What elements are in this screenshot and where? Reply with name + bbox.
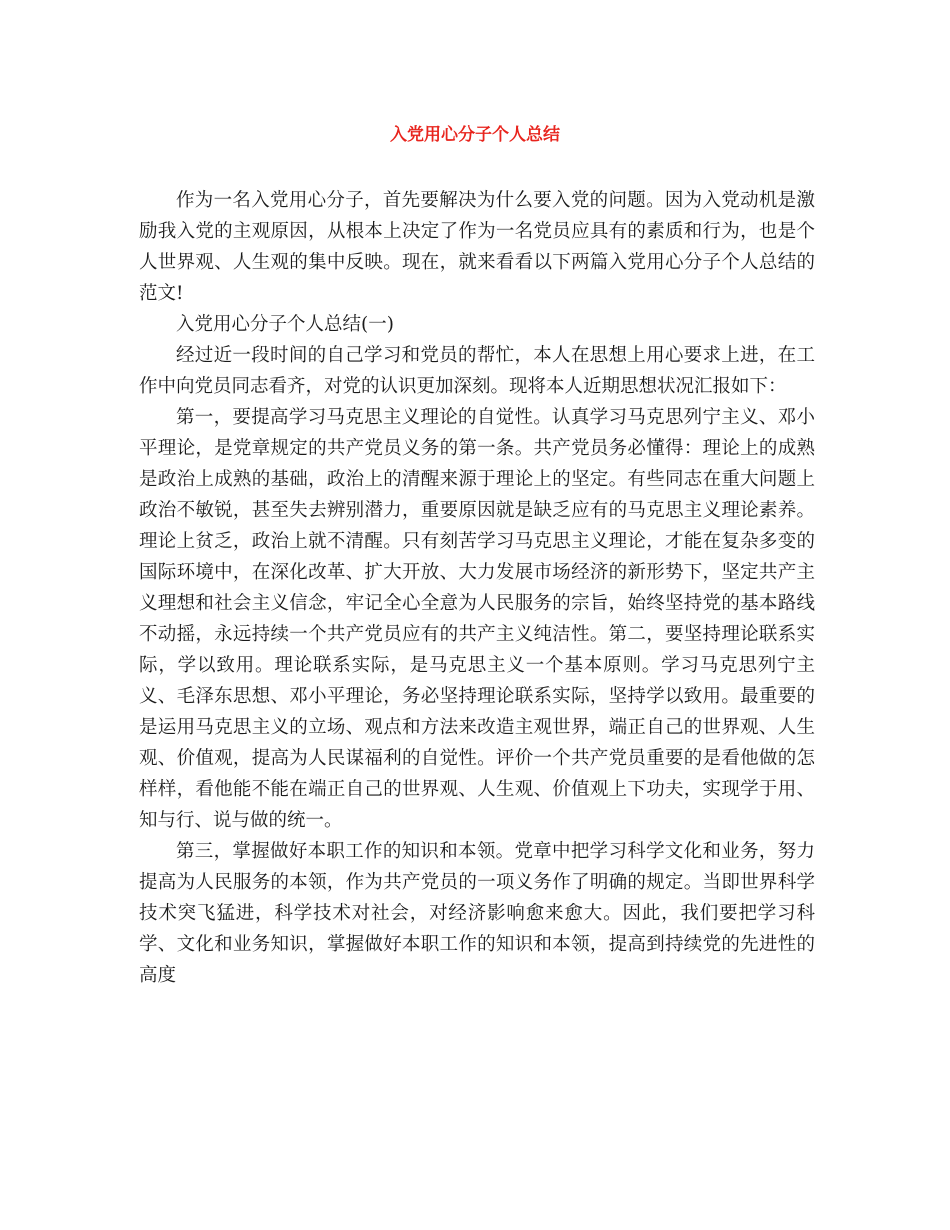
paragraph-first-second-points: 第一，要提高学习马克思主义理论的自觉性。认真学习马克思列宁主义、邓小平理论，是党章规定的共产党员义务的第一条。共产党员务必懂得：理论上的成熟是政治上成熟的基础，政治上的清醒来源于理论上的坚定。有些同志在重大问题上政治不敏锐，甚至失去辨别潜力，重要原因就是缺乏应有的马克思主义理论素养。理论上贫乏，政治上就不清醒。只有刻苦学习马克思主义理论，才能在复杂多变的国际环境中，在深化改革、扩大开放、大力发展市场经济的新形势下，坚定共产主义理想和社会主义信念，牢记全心全意为人民服务的宗旨，始终坚持党的基本路线不动摇，永远持续一个共产党员应有的共产主义纯洁性。第二，要坚持理论联系实际，学以致用。理论联系实际，是马克思主义一个基本原则。学习马克思列宁主义、毛泽东思想、邓小平理论，务必坚持理论联系实际，坚持学以致用。最重要的是运用马克思主义的立场、观点和方法来改造主观世界，端正自己的世界观、人生观、价值观，提高为人民谋福利的自觉性。评价一个共产党员重要的是看他做的怎样样，看他能不能在端正自己的世界观、人生观、价值观上下功夫，实现学于用、知与行、说与做的统一。 <box>139 407 815 831</box>
paragraph-opening: 经过近一段时间的自己学习和党员的帮忙，本人在思想上用心要求上进，在工作中向党员同志看齐，对党的认识更加深刻。现将本人近期思想状况汇报如下： <box>139 345 815 397</box>
paragraph-intro: 作为一名入党用心分子，首先要解决为什么要入党的问题。因为入党动机是激励我入党的主观原因，从根本上决定了作为一名党员应具有的素质和行为，也是个人世界观、人生观的集中反映。现在，就来看看以下两篇入党用心分子个人总结的范文! <box>139 190 815 304</box>
document-title: 入党用心分子个人总结 <box>390 125 560 145</box>
paragraph-subheading: 入党用心分子个人总结(一) <box>176 314 394 335</box>
paragraph-third-point: 第三，掌握做好本职工作的知识和本领。党章中把学习科学文化和业务，努力提高为人民服务的本领，作为共产党员的一项义务作了明确的规定。当即世界科学技术突飞猛进，科学技术对社会，对经济影响愈来愈大。因此，我们要把学习科学、文化和业务知识，掌握做好本职工作的知识和本领，提高到持续党的先进性的高度 <box>139 841 815 986</box>
document-body <box>139 185 815 991</box>
